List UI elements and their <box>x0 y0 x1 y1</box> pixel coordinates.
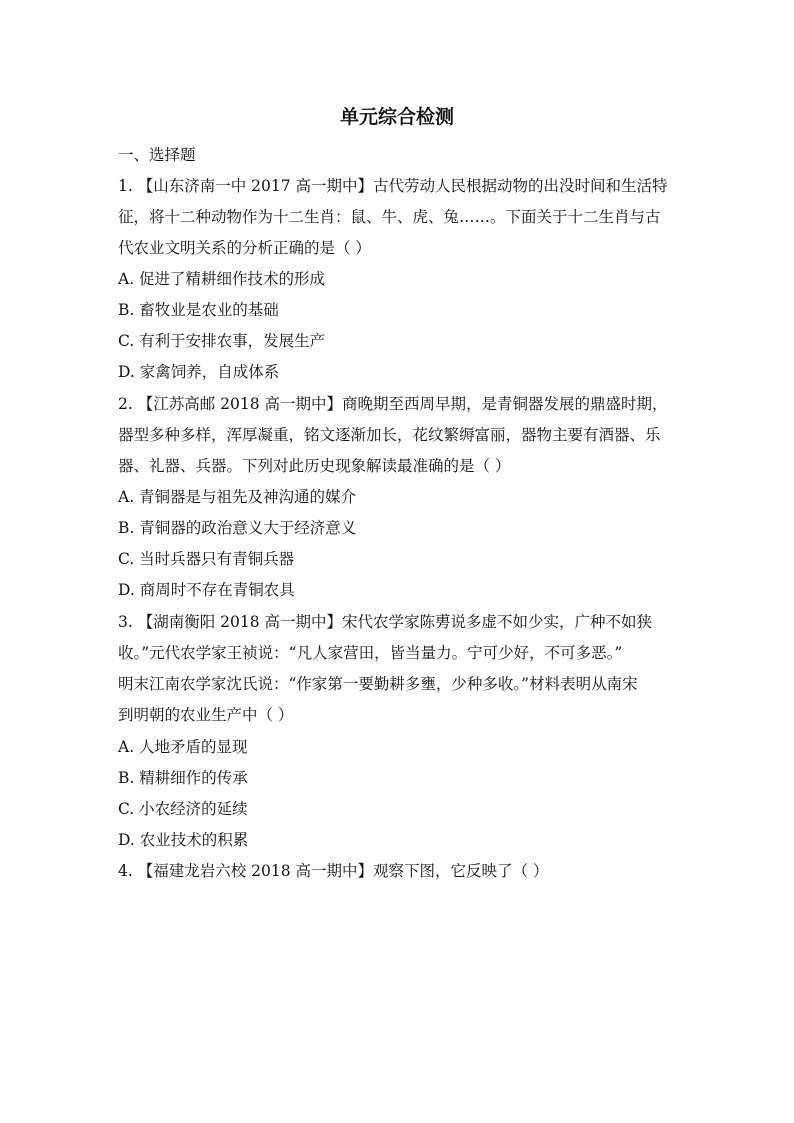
question-1-option-c: C. 有利于安排农事，发展生产 <box>118 332 326 350</box>
question-1-line-2: 征，将十二种动物作为十二生肖：鼠、牛、虎、兔……。下面关于十二生肖与古 <box>118 208 661 226</box>
question-3-option-c: C. 小农经济的延续 <box>118 800 248 818</box>
question-3-line-1: 3. 【湖南衡阳 2018 高一期中】宋代农学家陈旉说多虚不如少实，广种不如狭 <box>118 613 653 631</box>
question-2-option-b: B. 青铜器的政治意义大于经济意义 <box>118 519 357 537</box>
question-3-option-b: B. 精耕细作的传承 <box>118 769 248 787</box>
question-2-line-2: 器型多种多样，浑厚凝重，铭文逐渐加长，花纹繁缛富丽，器物主要有酒器、乐 <box>118 426 661 444</box>
question-3-line-4: 到明朝的农业生产中（ ） <box>118 706 294 724</box>
section-heading: 一、选择题 <box>118 146 196 164</box>
question-2-option-a: A. 青铜器是与祖先及神沟通的媒介 <box>118 488 357 506</box>
question-1-option-a: A. 促进了精耕细作技术的形成 <box>118 270 326 288</box>
question-2-line-3: 器、礼器、兵器。下列对此历史现象解读最准确的是（ ） <box>118 457 511 475</box>
question-2-line-1: 2. 【江苏高邮 2018 高一期中】商晚期至西周早期，是青铜器发展的鼎盛时期， <box>118 395 668 413</box>
question-1-option-b: B. 畜牧业是农业的基础 <box>118 301 279 319</box>
question-1-line-3: 代农业文明关系的分析正确的是（ ） <box>118 239 371 257</box>
question-2-option-c: C. 当时兵器只有青铜兵器 <box>118 550 295 568</box>
question-2-option-d: D. 商周时不存在青铜农具 <box>118 581 295 599</box>
question-1-option-d: D. 家禽饲养，自成体系 <box>118 363 280 381</box>
question-4-line-1: 4. 【福建龙岩六校 2018 高一期中】观察下图，它反映了（ ） <box>118 862 549 880</box>
question-1-line-1: 1. 【山东济南一中 2017 高一期中】古代劳动人民根据动物的出没时间和生活特 <box>118 177 668 195</box>
question-3-line-3: 明末江南农学家沈氏说：“作家第一要勤耕多壅，少种多收。”材料表明从南宋 <box>118 675 638 693</box>
question-3-line-2: 收。”元代农学家王祯说：“凡人家营田，皆当量力。宁可少好，不可多恶。” <box>118 644 623 662</box>
question-3-option-a: A. 人地矛盾的显现 <box>118 738 248 756</box>
question-3-option-d: D. 农业技术的积累 <box>118 831 249 849</box>
document-title: 单元综合检测 <box>339 106 454 128</box>
